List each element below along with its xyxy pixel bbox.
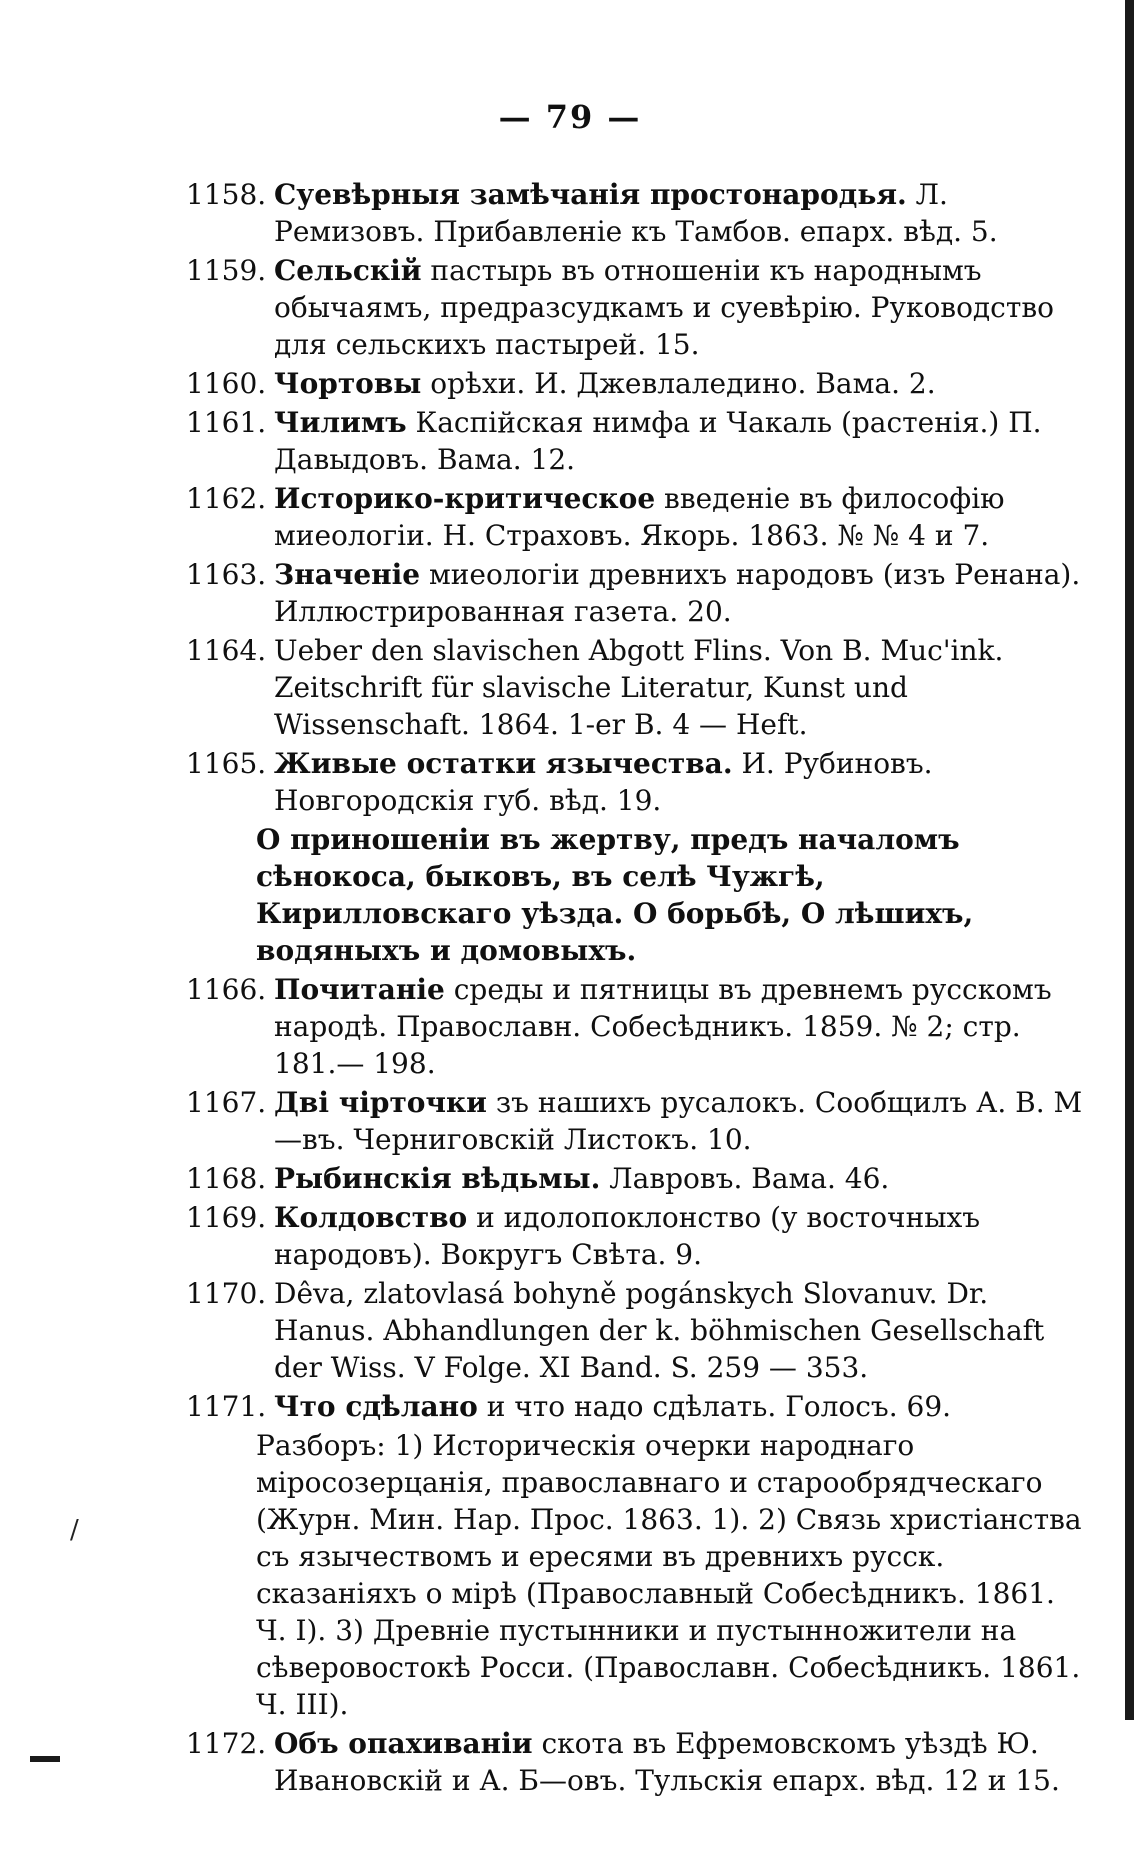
- entry-number: 1171.: [186, 1390, 267, 1423]
- entry-title: Объ опахиваніи: [274, 1727, 533, 1760]
- margin-arrow-icon: [30, 1756, 60, 1762]
- entry-title: Почитаніе: [274, 973, 445, 1006]
- annotation-text: О приношеніи въ жертву, предъ началомъ сѣнокоса, быковъ, въ селѣ Чужгѣ, Кирилловскаго уѣзда. О борьбѣ, О лѣшихъ, водяныхъ и домовыхъ.: [256, 823, 974, 967]
- entry-number: 1159.: [186, 254, 267, 287]
- entry-1169: [186, 1199, 1086, 1273]
- entry-text: пастырь въ отношеніи къ народнымъ обычаямъ, предразсудкамъ и суевѣрію. Руководство для сельскихъ пастырей. 15.: [274, 254, 1054, 361]
- margin-slash-mark: /: [70, 1515, 79, 1545]
- entry-1162: [186, 480, 1086, 554]
- entry-number: 1166.: [186, 973, 267, 1006]
- entry-number: 1169.: [186, 1201, 267, 1234]
- entry-title: Дві чірточки: [274, 1086, 487, 1119]
- entry-number: 1163.: [186, 558, 267, 591]
- entry-number: 1165.: [186, 747, 267, 780]
- entry-title: Рыбинскія вѣдьмы.: [274, 1162, 601, 1195]
- entry-1159: [186, 252, 1086, 363]
- entry-1168: [186, 1160, 1086, 1197]
- entry-text: орѣхи. И. Джевлаледино. Вама. 2.: [421, 367, 936, 400]
- entry-1165: [186, 745, 1086, 819]
- page-number: — 79 —: [498, 98, 642, 136]
- annotation-text: Разборъ: 1) Историческія очерки народнаго міросозерцанія, православнаго и старообрядческаго (Журн. Мин. Нар. Прос. 1863. 1). 2) Связь христіанства съ язычествомъ и ересями въ древнихъ русск. сказаніяхъ о мірѣ (Православный Собесѣдникъ. 1861. Ч. I). 3) Древніе пустынники и пустынножители на сѣверовостокѣ Росси. (Православн. Собесѣдникъ. 1861. Ч. III).: [256, 1429, 1082, 1721]
- entry-title: Суевѣрныя замѣчанія простонародья.: [274, 178, 907, 211]
- entry-text: Л. Ремизовъ. Прибавленіе къ Тамбов. епарх. вѣд. 5.: [274, 178, 998, 248]
- entry-1165-annotation: [186, 821, 1086, 969]
- entry-text: скота въ Ефремовскомъ уѣздѣ Ю. Ивановскій и А. Б—овъ. Тульскія епарх. вѣд. 12 и 15.: [274, 1727, 1060, 1797]
- entry-1166: [186, 971, 1086, 1082]
- entry-title: Историко-критическое: [274, 482, 656, 515]
- entry-number: 1167.: [186, 1086, 267, 1119]
- entry-title: Чортовы: [274, 367, 422, 400]
- entry-1167: [186, 1084, 1086, 1158]
- entry-text: и что надо сдѣлать. Голосъ. 69.: [477, 1390, 952, 1423]
- entry-title: Колдовство: [274, 1201, 468, 1234]
- entry-title: Живые остатки язычества.: [274, 747, 733, 780]
- bibliography-entries: [186, 176, 1086, 1801]
- entry-number: 1158.: [186, 178, 267, 211]
- entry-1172: [186, 1725, 1086, 1799]
- entry-text: И. Рубиновъ. Новгородскія губ. вѣд. 19.: [274, 747, 933, 817]
- entry-1163: [186, 556, 1086, 630]
- entry-text: Каспійская нимфа и Чакаль (растенія.) П. Давыдовъ. Вама. 12.: [274, 406, 1042, 476]
- entry-text: и идолопоклонство (у восточныхъ народовъ). Вокругъ Свѣта. 9.: [274, 1201, 981, 1271]
- entry-1171: [186, 1388, 1086, 1425]
- entry-number: 1170.: [186, 1277, 267, 1310]
- page-edge-rule: [1125, 0, 1134, 1720]
- entry-number: 1168.: [186, 1162, 267, 1195]
- entry-text: Ueber den slavischen Abgott Flins. Von B. Muc'ink. Zeitschrift für slavische Literatur, Kunst und Wissenschaft. 1864. 1-er B. 4 — Heft.: [274, 634, 1004, 741]
- entry-text: Dêva, zlatovlasá bohyně pogánskych Slovanuv. Dr. Hanus. Abhandlungen der k. böhmischen Gesellschaft der Wiss. V Folge. XI Band. S. 259 — 353.: [274, 1277, 1045, 1384]
- entry-text: среды и пятницы въ древнемъ русскомъ народѣ. Православн. Собесѣдникъ. 1859. № 2; стр. 181.— 198.: [274, 973, 1052, 1080]
- entry-number: 1160.: [186, 367, 267, 400]
- entry-number: 1164.: [186, 634, 267, 667]
- entry-1170: [186, 1275, 1086, 1386]
- entry-title: Чилимъ: [274, 406, 407, 439]
- entry-1158: [186, 176, 1086, 250]
- entry-1171-annotation: [186, 1427, 1086, 1723]
- entry-1164: [186, 632, 1086, 743]
- entry-number: 1172.: [186, 1727, 267, 1760]
- entry-1160: [186, 365, 1086, 402]
- entry-title: Значеніе: [274, 558, 421, 591]
- entry-text: Лавровъ. Вама. 46.: [600, 1162, 890, 1195]
- entry-text: зъ нашихъ русалокъ. Сообщилъ А. В. М—въ. Черниговскій Листокъ. 10.: [274, 1086, 1083, 1156]
- entry-number: 1162.: [186, 482, 267, 515]
- entry-text: введеніе въ философію миеологіи. Н. Страховъ. Якорь. 1863. № № 4 и 7.: [274, 482, 1005, 552]
- entry-title: Сельскій: [274, 254, 422, 287]
- entry-1161: [186, 404, 1086, 478]
- entry-text: миеологіи древнихъ народовъ (изъ Ренана). Иллюстрированная газета. 20.: [274, 558, 1081, 628]
- entry-title: Что сдѣлано: [274, 1390, 478, 1423]
- entry-number: 1161.: [186, 406, 267, 439]
